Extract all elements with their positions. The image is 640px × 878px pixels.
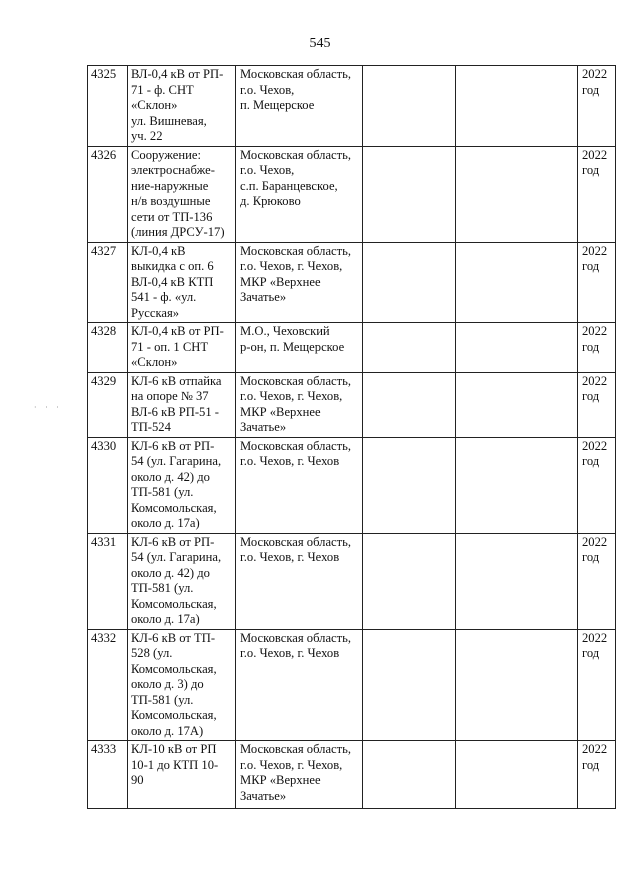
object-name: ВЛ-0,4 кВ от РП- 71 - ф. СНТ «Склон» ул. Вишневая, уч. 22 xyxy=(128,66,236,147)
row-number: 4331 xyxy=(88,533,128,629)
object-address: Московская область, г.о. Чехов, г. Чехов xyxy=(236,437,363,533)
registry-table xyxy=(87,65,616,809)
scan-artifact: · · · xyxy=(34,403,62,412)
row-number: 4327 xyxy=(88,242,128,323)
empty-cell xyxy=(456,741,578,809)
object-year: 2022 год xyxy=(578,66,616,147)
table-row xyxy=(88,323,616,373)
object-name: КЛ-0,4 кВ выкидка с оп. 6 ВЛ-0,4 кВ КТП 541 - ф. «ул. Русская» xyxy=(128,242,236,323)
object-name: КЛ-6 кВ отпайка на опоре № 37 ВЛ-6 кВ РП-51 - ТП-524 xyxy=(128,372,236,437)
object-name: Сооружение: электроснабже- ние-наружные н/в воздушные сети от ТП-136 (линия ДРСУ-17) xyxy=(128,146,236,242)
object-year: 2022 год xyxy=(578,741,616,809)
object-address: Московская область, г.о. Чехов, с.п. Баранцевское, д. Крюково xyxy=(236,146,363,242)
empty-cell xyxy=(363,66,456,147)
row-number: 4326 xyxy=(88,146,128,242)
object-address: Московская область, г.о. Чехов, г. Чехов, МКР «Верхнее Зачатье» xyxy=(236,242,363,323)
object-address: Московская область, г.о. Чехов, г. Чехов xyxy=(236,533,363,629)
row-number: 4330 xyxy=(88,437,128,533)
row-number: 4328 xyxy=(88,323,128,373)
empty-cell xyxy=(363,323,456,373)
empty-cell xyxy=(456,629,578,741)
object-address: Московская область, г.о. Чехов, г. Чехов xyxy=(236,629,363,741)
object-address: М.О., Чеховский р-он, п. Мещерское xyxy=(236,323,363,373)
table-row xyxy=(88,66,616,147)
empty-cell xyxy=(456,533,578,629)
page-number: 545 xyxy=(309,36,331,51)
row-number: 4325 xyxy=(88,66,128,147)
registry-table-body xyxy=(88,66,616,809)
table-row xyxy=(88,372,616,437)
empty-cell xyxy=(363,741,456,809)
empty-cell xyxy=(456,146,578,242)
row-number: 4332 xyxy=(88,629,128,741)
empty-cell xyxy=(363,533,456,629)
object-name: КЛ-10 кВ от РП 10-1 до КТП 10- 90 xyxy=(128,741,236,809)
empty-cell xyxy=(363,437,456,533)
table-row xyxy=(88,533,616,629)
table-row xyxy=(88,741,616,809)
empty-cell xyxy=(456,372,578,437)
empty-cell xyxy=(456,242,578,323)
empty-cell xyxy=(363,146,456,242)
empty-cell xyxy=(363,242,456,323)
object-name: КЛ-6 кВ от РП- 54 (ул. Гагарина, около д. 42) до ТП-581 (ул. Комсомольская, около д. 17а) xyxy=(128,437,236,533)
object-year: 2022 год xyxy=(578,146,616,242)
object-address: Московская область, г.о. Чехов, г. Чехов, МКР «Верхнее Зачатье» xyxy=(236,741,363,809)
object-year: 2022 год xyxy=(578,629,616,741)
object-address: Московская область, г.о. Чехов, п. Мещерское xyxy=(236,66,363,147)
row-number: 4333 xyxy=(88,741,128,809)
object-year: 2022 год xyxy=(578,242,616,323)
table-row xyxy=(88,242,616,323)
empty-cell xyxy=(456,323,578,373)
object-year: 2022 год xyxy=(578,372,616,437)
empty-cell xyxy=(363,372,456,437)
object-name: КЛ-6 кВ от РП- 54 (ул. Гагарина, около д. 42) до ТП-581 (ул. Комсомольская, около д. 17а) xyxy=(128,533,236,629)
row-number: 4329 xyxy=(88,372,128,437)
empty-cell xyxy=(456,437,578,533)
table-row xyxy=(88,629,616,741)
object-name: КЛ-0,4 кВ от РП- 71 - оп. 1 СНТ «Склон» xyxy=(128,323,236,373)
object-year: 2022 год xyxy=(578,437,616,533)
object-year: 2022 год xyxy=(578,533,616,629)
table-row xyxy=(88,146,616,242)
object-name: КЛ-6 кВ от ТП- 528 (ул. Комсомольская, около д. 3) до ТП-581 (ул. Комсомольская, около д. 17А) xyxy=(128,629,236,741)
table-row xyxy=(88,437,616,533)
object-address: Московская область, г.о. Чехов, г. Чехов, МКР «Верхнее Зачатье» xyxy=(236,372,363,437)
empty-cell xyxy=(363,629,456,741)
empty-cell xyxy=(456,66,578,147)
object-year: 2022 год xyxy=(578,323,616,373)
